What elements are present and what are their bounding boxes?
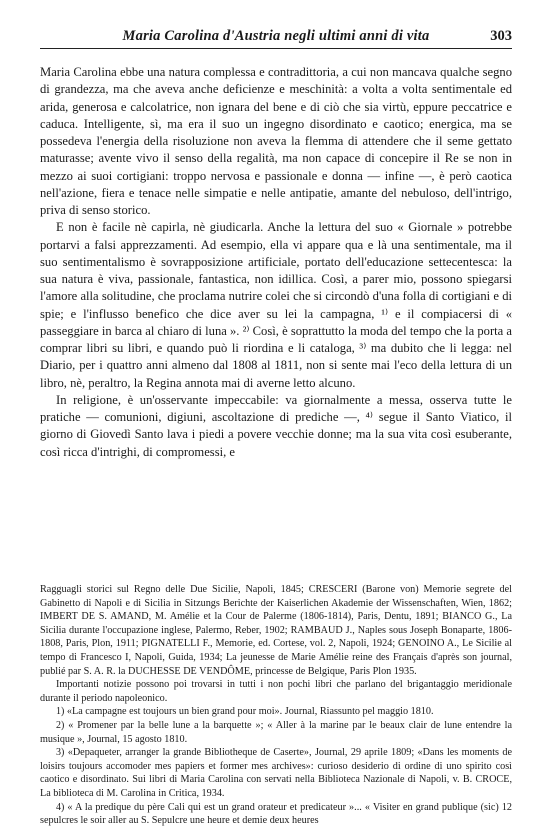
- paragraph: E non è facile nè capirla, nè giudicarla. Anche la lettura del suo « Giornale » potrebbe portarvi a falsi apprezzamenti. Ad esempio, ella vi appare qua e là una sentimentale, ma il suo sentimentalismo è sovrapposizione artificiale, portato dell'educazione settecentesca: la sua natura è viva, passionale, fantastica, non idillica. Così, a parer mio, possono spiegarsi l'amore alla solitudine, che proclama nutrire colei che si circondò d'una folla di cortigiani e di spie; e l'influsso benefico che dice aver su lei la campagna, ¹⁾ e il compiacersi di « passeggiare in barca al chiaro di luna ». ²⁾ Così, è soprattutto la moda del tempo che la porta a comprar libri su libri, e quando può li riordina e li cataloga, ³⁾ ma dubito che li legga: nel Diario, per i quattro anni almeno dal 1808 al 1811, non si sente mai l'eco della lettura di un libro, nè, peraltro, la Regina annota mai di averne letto alcuno.: [40, 220, 512, 390]
- running-header: [40, 28, 512, 49]
- page-number: 303: [490, 28, 512, 44]
- footnote-text: « Promener par la belle lune a la barquette »; « Aller à la marine par le beaux clair de lune entendre la musique », Journal, 15 agosto 1810.: [40, 719, 513, 745]
- footnote-number: 4): [56, 801, 65, 813]
- footnote-number: 3): [56, 747, 65, 759]
- footnote: [40, 801, 512, 828]
- footnote-number: 2): [56, 719, 65, 731]
- footnote: [40, 746, 512, 800]
- running-title: Maria Carolina d'Austria negli ultimi anni di vita: [122, 28, 430, 44]
- footnote-text: « A la predique du père Cali qui est un grand orateur et predicateur »... « Visiter en grand publique (sic) 12 sepulcres le soir aller au S. Sepulcre une heure et demie deux heures: [40, 801, 513, 827]
- brigandage-note: Importanti notizie possono poi trovarsi in tutti i non pochi libri che parlano del brigantaggio meridionale durante il periodo napoleonico.: [40, 679, 512, 704]
- footnote-number: 1): [56, 706, 65, 718]
- footnote-text: «La campagne est toujours un bien grand pour moi». Journal, Riassunto pel maggio 1810.: [66, 706, 434, 718]
- footnote: [40, 719, 512, 746]
- footnotes: [40, 583, 512, 828]
- paragraph: In religione, è un'osservante impeccabile: va giornalmente a messa, osserva tutte le pratiche — comunioni, digiuni, ascoltazione di prediche —, ⁴⁾ segue il Santo Viatico, il giorno di Giovedì Santo lava i piedi a povere vecchie donne; ma la sua vita così esuberante, così ricca d'intrighi, di compromessi, e: [40, 392, 512, 459]
- footnote: [40, 705, 512, 719]
- bibliography-note: Ragguagli storici sul Regno delle Due Sicilie, Napoli, 1845; CRESCERI (Barone von) Memorie segrete del Gabinetto di Napoli e di Sicilia in Sitzungs Berichte der Kaiserlichen Akademie der Wissenschaften, Wien, 1862; IMBERT DE S. AMAND, M. Amélie et la Cour de Palerme (1806-1814), Paris, Dentu, 1891; BIANCO G., La Sicilia durante l'occupazione inglese, Palermo, Reber, 1902; RAMBAUD J., Naples sous Joseph Bonaparte, 1806-1808, Paris, Plon, 1911; PIGNATELLI F., Memorie, ed. Cortese, vol. 2, Napoli, 1924; GENOINO A., Le Sicilie al tempo di Francesco I, Napoli, Guida, 1934; La jeunesse de Marie Amélie reine des Français d'après son journal, publié par S. A. R. la DUCHESSE DE VENDÔME, princesse de Belgique, Paris Plon 1935.: [40, 584, 512, 677]
- paragraph: Maria Carolina ebbe una natura complessa e contradittoria, a cui non mancava qualche segno di grandezza, ma che aveva anche deficienze e meschinità: a volta a volta sentimentale ed arida, generosa e calcolatrice, non ignara del bene e di ciò che sia virtù, eppure peccatrice e caduca. Intelligente, sì, ma era il suo un ingegno disordinato e caotico; energica, ma se possedeva l'energia della risoluzione non aveva la flemma di attendere che il seme gettato maturasse; avente vivo il senso della regalità, ma non capace di concepire il Re se non in mezzo ai suoi cortigiani: troppo nervosa e passionale e donna — infine —, è però caotica nell'azione, fiera e tenace nelle simpatie e nelle antipatie, amante del nebuloso, dell'intrigo, priva di senso storico.: [40, 65, 512, 217]
- footnote-text: «Depaqueter, arranger la grande Bibliotheque de Caserte», Journal, 29 aprile 1809; «Dans les moments de loisirs toujours accomoder mes papiers et former mes archives»: curioso desiderio di ordine di uno spirito così caotico e disordinato. Sui libri di Maria Carolina con servati nella Biblioteca Nazionale di Napoli, v. B. CROCE, La biblioteca di M. Carolina in Critica, 1934.: [40, 747, 512, 799]
- main-text: [40, 64, 512, 461]
